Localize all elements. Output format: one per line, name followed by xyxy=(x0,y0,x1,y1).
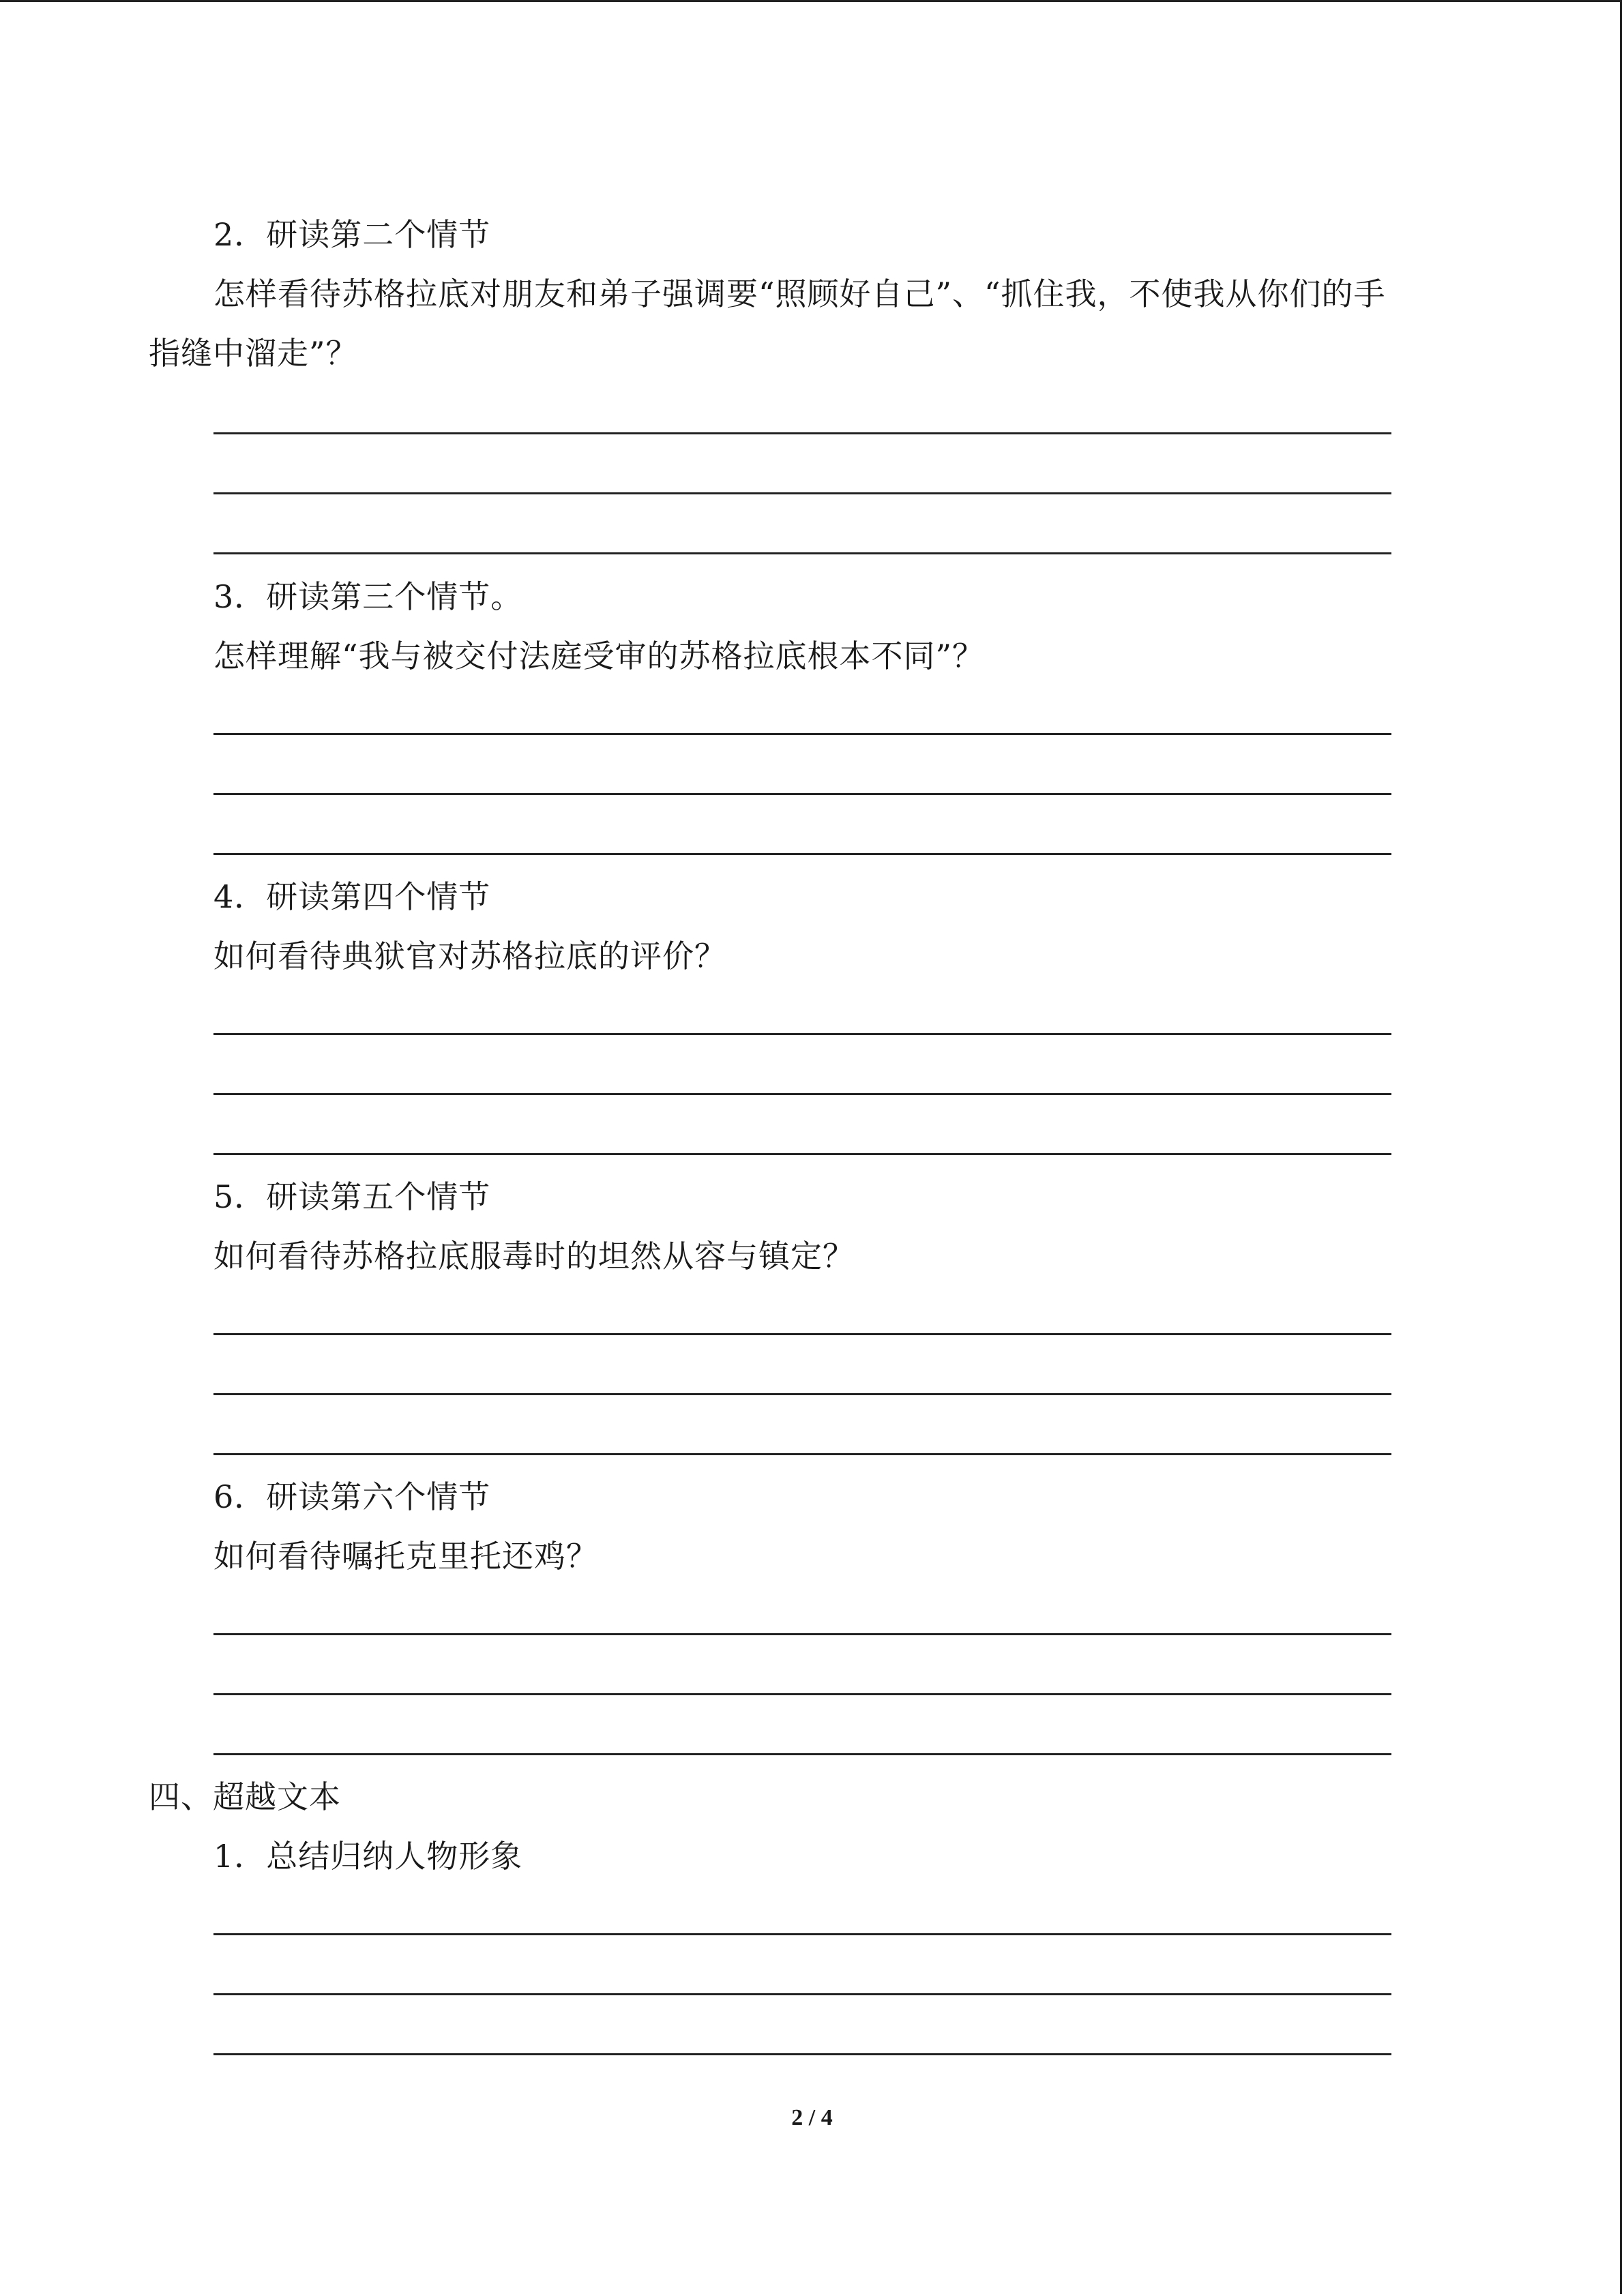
section-6-question: 如何看待嘱托克里托还鸡？ xyxy=(213,1538,598,1575)
section-4-question: 如何看待典狱官对苏格拉底的评价？ xyxy=(213,938,726,974)
section-4-heading: 4．研读第四个情节 xyxy=(213,878,491,915)
answer-line[interactable] xyxy=(213,733,1391,735)
section-3-question: 怎样理解“我与被交付法庭受审的苏格拉底根本不同”？ xyxy=(213,638,985,674)
section-2-question-line2: 指缝中溜走”？ xyxy=(149,335,358,372)
answer-line[interactable] xyxy=(213,1933,1391,1935)
part-4-title: 四、超越文本 xyxy=(149,1778,341,1815)
answer-line[interactable] xyxy=(213,492,1391,494)
section-2-question-line1: 怎样看待苏格拉底对朋友和弟子强调要“照顾好自己”、“抓住我，不使我从你们的手 xyxy=(213,275,1386,312)
answer-line[interactable] xyxy=(213,2053,1391,2055)
answer-line[interactable] xyxy=(213,1453,1391,1455)
part-4-item-1: 1．总结归纳人物形象 xyxy=(213,1838,523,1875)
answer-line[interactable] xyxy=(213,1033,1391,1035)
answer-line[interactable] xyxy=(213,1093,1391,1095)
section-5-heading: 5．研读第五个情节 xyxy=(213,1178,491,1215)
answer-line[interactable] xyxy=(213,1693,1391,1695)
answer-line[interactable] xyxy=(213,1753,1391,1755)
answer-line[interactable] xyxy=(213,1153,1391,1155)
page-number: 2 / 4 xyxy=(791,2105,833,2130)
section-6-heading: 6．研读第六个情节 xyxy=(213,1478,491,1515)
section-3-heading: 3．研读第三个情节。 xyxy=(213,578,523,615)
answer-line[interactable] xyxy=(213,432,1391,434)
answer-line[interactable] xyxy=(213,1633,1391,1635)
answer-line[interactable] xyxy=(213,793,1391,795)
answer-line[interactable] xyxy=(213,1333,1391,1335)
answer-line[interactable] xyxy=(213,853,1391,855)
answer-line[interactable] xyxy=(213,552,1391,554)
section-5-question: 如何看待苏格拉底服毒时的坦然从容与镇定？ xyxy=(213,1238,855,1274)
section-2-heading: 2．研读第二个情节 xyxy=(213,216,491,253)
answer-line[interactable] xyxy=(213,1393,1391,1395)
answer-line[interactable] xyxy=(213,1993,1391,1995)
